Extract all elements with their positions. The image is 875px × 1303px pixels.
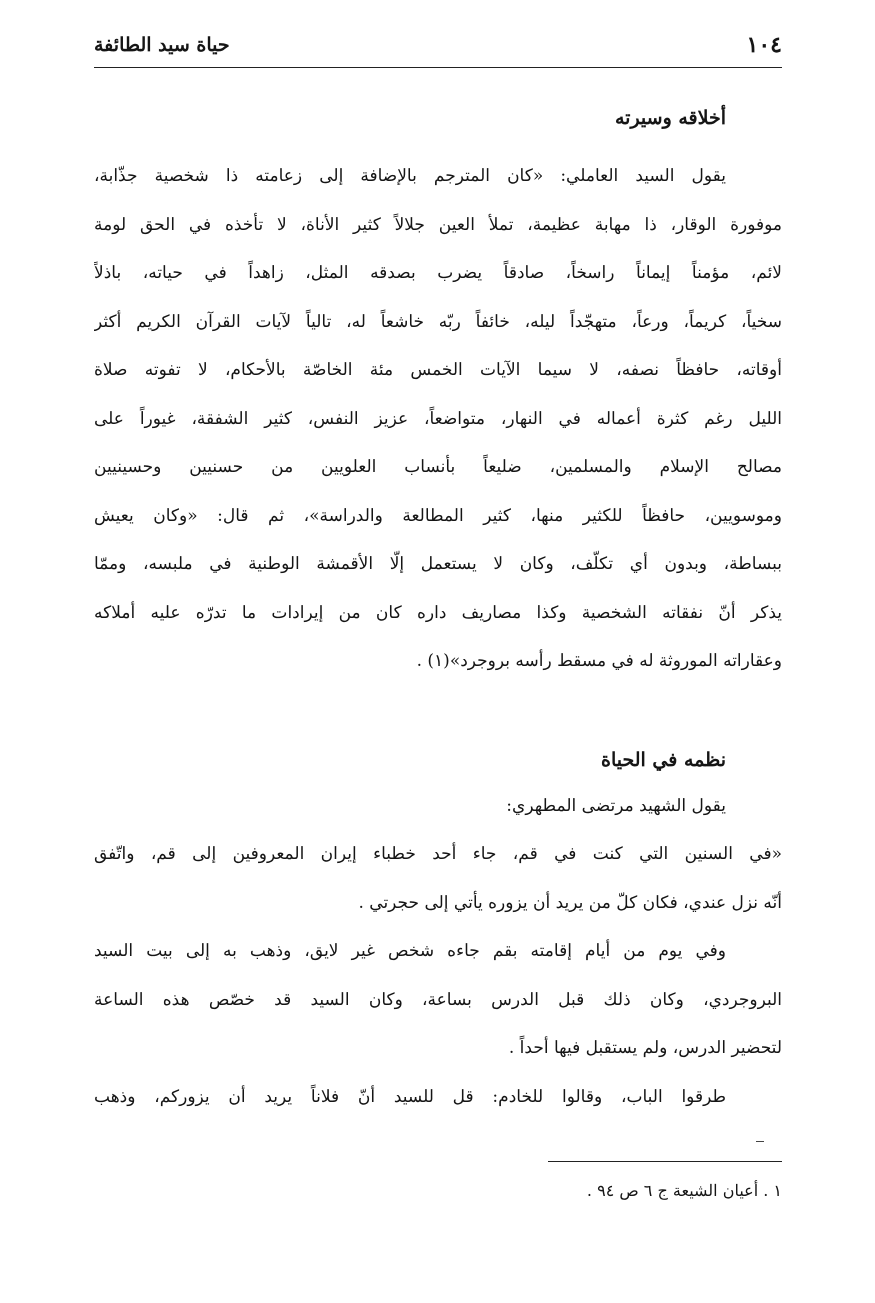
header-rule bbox=[94, 67, 782, 68]
footnote-rule bbox=[548, 1161, 782, 1162]
paragraph-line: يذكر أنّ نفقاته الشخصية وكذا مصاريف داره كان من إيرادات ما تدرّه عليه أملاكه bbox=[94, 602, 782, 623]
paragraph-line: لائم، مؤمناً إيماناً راسخاً، صادقاً يضرب بصدقه المثل، زاهداً في حياته، باذلاً bbox=[94, 263, 782, 283]
page-number: ١٠٤ bbox=[746, 32, 782, 58]
footnote: ١ . أعيان الشيعة ج ٦ ص ٩٤ . bbox=[586, 1181, 782, 1200]
paragraph-line: يقول السيد العاملي: «كان المترجم بالإضافة إلى زعامته ذا شخصية جذّابة، bbox=[94, 166, 726, 186]
paragraph-line: ببساطة، وبدون أي تكلّف، وكان لا يستعمل إلّا الأقمشة الوطنية في ملبسه، وممّا bbox=[94, 554, 782, 574]
paragraph-line: وموسويين، حافظاً للكثير منها، كثير المطالعة والدراسة»، ثم قال: «وكان يعيش bbox=[94, 505, 782, 526]
paragraph-line: أنّه نزل عندي، فكان كلّ من يريد أن يزوره يأتي إلى حجرتي . bbox=[358, 892, 782, 913]
footnote-reference: (١) . bbox=[416, 651, 450, 671]
section-heading-discipline: نظمه في الحياة bbox=[600, 748, 726, 771]
paragraph-line: الليل رغم كثرة أعماله في النهار، متواضعاً، عزيز النفس، كثير الشفقة، غيوراً على bbox=[94, 408, 782, 429]
paragraph-line: أوقاته، حافظاً نصفه، لا سيما الآيات الخمس مئة الخاصّة بالأحكام، لا تفوته صلاة bbox=[94, 360, 782, 380]
paragraph-line: سخياً، كريماً، ورعاً، متهجّداً ليله، خائفاً ربّه خاشعاً له، تالياً لآيات القرآن الكريم أكثر bbox=[94, 311, 782, 332]
paragraph-line: البروجردي، وكان ذلك قبل الدرس بساعة، وكان السيد قد خصّص هذه الساعة bbox=[94, 989, 782, 1010]
paragraph-line: لتحضير الدرس، ولم يستقبل فيها أحداً . bbox=[508, 1038, 782, 1058]
section-heading-morals: أخلاقه وسيرته bbox=[614, 107, 726, 129]
continuation-mark bbox=[756, 1141, 764, 1142]
paragraph-line: طرقوا الباب، وقالوا للخادم: قل للسيد أنّ فلاناً يريد أن يزوركم، وذهب bbox=[94, 1086, 726, 1107]
paragraph-line: موفورة الوقار، ذا مهابة عظيمة، تملأ العين جلالاً كثير الأناة، لا تأخذه في الحق لومة bbox=[94, 214, 782, 235]
paragraph-line bbox=[94, 637, 782, 686]
running-header bbox=[94, 30, 782, 66]
paragraph-line: «في السنين التي كنت في قم، جاء أحد خطباء إيران المعروفين إلى قم، واتّفق bbox=[94, 844, 782, 864]
spacer bbox=[94, 686, 782, 738]
paragraph-line-text: وعقاراته الموروثة له في مسقط رأسه بروجرد» bbox=[449, 651, 782, 671]
body-text bbox=[94, 96, 782, 1121]
paragraph-line: وفي يوم من أيام إقامته بقم جاءه شخص غير لايق، وذهب به إلى بيت السيد bbox=[94, 941, 726, 961]
running-title: حياة سيد الطائفة bbox=[94, 34, 230, 56]
spacer bbox=[94, 140, 782, 152]
paragraph-line: يقول الشهيد مرتضى المطهري: bbox=[506, 795, 726, 816]
paragraph-line: مصالح الإسلام والمسلمين، ضليعاً بأنساب العلويين من حسنيين وحسينيين bbox=[94, 457, 782, 477]
